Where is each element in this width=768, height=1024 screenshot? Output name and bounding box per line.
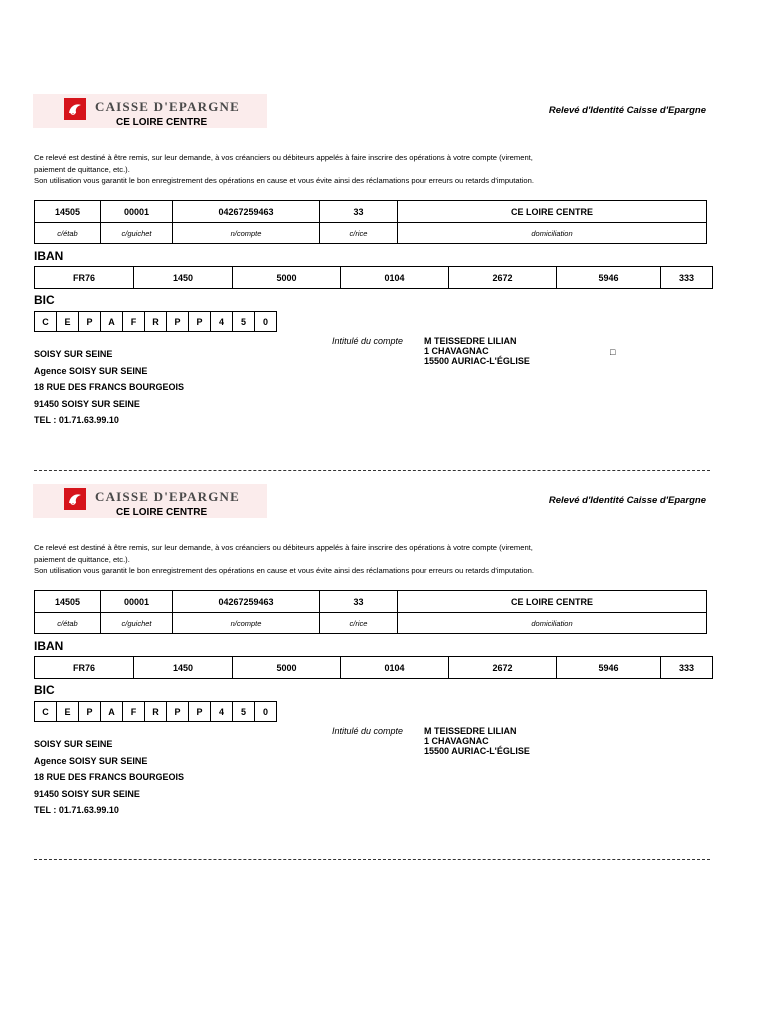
bic-char: P [189, 312, 211, 332]
bic-char: C [35, 702, 57, 722]
document-title: Relevé d'Identité Caisse d'Epargne [548, 495, 706, 506]
rib-slip-1 [0, 94, 768, 484]
agency-phone: TEL : 01.71.63.99.10 [34, 805, 119, 815]
cut-line [34, 470, 710, 471]
intro-line: Son utilisation vous garantit le bon enregistrement des opérations en cause et vous évite ainsi des réclamations pour erreurs ou retards d'imputation. [34, 176, 534, 185]
agency-line: 18 RUE DES FRANCS BOURGEOIS [34, 772, 185, 782]
branch-code: 00001 [101, 591, 173, 613]
iban-group: 1450 [134, 657, 233, 679]
agency-line: 18 RUE DES FRANCS BOURGEOIS [34, 382, 185, 392]
bic-char: P [79, 312, 101, 332]
holder-city: 15500 AURIAC-L'ÉGLISE [424, 356, 530, 366]
agency-line: Agence SOISY SUR SEINE [34, 755, 148, 766]
account-number: 04267259463 [173, 201, 320, 223]
bic-char: E [57, 702, 79, 722]
bic-char: A [101, 702, 123, 722]
iban-group: FR76 [35, 267, 134, 289]
bank-code: 14505 [35, 201, 101, 223]
iban-group: 0104 [341, 267, 449, 289]
iban-group: 2672 [449, 657, 557, 679]
intro-line: Ce relevé est destiné à être remis, sur leur demande, à vos créanciers ou débiteurs appelés à faire inscrire des opérations à votre compte (virement, [34, 153, 533, 162]
rib-key-label: c/rice [320, 223, 398, 244]
agency-address [34, 736, 184, 819]
account-number: 04267259463 [173, 591, 320, 613]
account-holder [424, 336, 530, 366]
bic-char: 0 [255, 312, 277, 332]
account-table [34, 200, 707, 244]
bic-char: C [35, 312, 57, 332]
account-number-label: n/compte [173, 613, 320, 634]
rib-key-label: c/rice [320, 613, 398, 634]
bank-code: 14505 [35, 591, 101, 613]
logo-text: CAISSE D'EPARGNE [95, 99, 241, 114]
account-holder [424, 726, 530, 756]
branch-code-label: c/guichet [101, 223, 173, 244]
iban-group: 1450 [134, 267, 233, 289]
holder-name: M TEISSEDRE LILIAN [424, 726, 517, 736]
intro-line: Ce relevé est destiné à être remis, sur leur demande, à vos créanciers ou débiteurs appelés à faire inscrire des opérations à votre compte (virement, [34, 543, 533, 552]
agency-line: SOISY SUR SEINE [34, 739, 113, 749]
iban-group: 5946 [557, 267, 661, 289]
bic-char: P [79, 702, 101, 722]
bank-code-label: c/étab [35, 613, 101, 634]
domiciliation-label: domiciliation [398, 613, 707, 634]
intro-line: paiement de quittance, etc.). [34, 164, 130, 174]
iban-group: 5946 [557, 657, 661, 679]
iban-heading: IBAN [34, 639, 64, 653]
iban-group: 333 [661, 657, 713, 679]
iban-group: 5000 [233, 267, 341, 289]
agency-line: SOISY SUR SEINE [34, 349, 113, 359]
document-title: Relevé d'Identité Caisse d'Epargne [548, 105, 706, 116]
rib-slip-2 [0, 484, 768, 874]
logo-text: CAISSE D'EPARGNE [95, 489, 241, 504]
bic-heading: BIC [34, 293, 55, 307]
bic-char: F [123, 312, 145, 332]
squirrel-logo-icon [64, 98, 86, 120]
bic-char: A [101, 312, 123, 332]
bic-char: R [145, 702, 167, 722]
intro-line: Son utilisation vous garantit le bon enregistrement des opérations en cause et vous évite ainsi des réclamations pour erreurs ou retards d'imputation. [34, 566, 534, 575]
domiciliation: CE LOIRE CENTRE [398, 591, 707, 613]
iban-table [34, 266, 713, 289]
bic-char: P [167, 702, 189, 722]
bic-heading: BIC [34, 683, 55, 697]
bic-char: 5 [233, 702, 255, 722]
agency-address [34, 346, 184, 429]
account-holder-label: Intitulé du compte [332, 336, 404, 346]
iban-group: 2672 [449, 267, 557, 289]
holder-address: 1 CHAVAGNAC [424, 346, 489, 356]
iban-group: 333 [661, 267, 713, 289]
branch-code: 00001 [101, 201, 173, 223]
cut-line [34, 859, 710, 860]
bic-table [34, 311, 277, 332]
squirrel-logo-icon [64, 488, 86, 510]
holder-name: M TEISSEDRE LILIAN [424, 336, 517, 346]
rib-key: 33 [320, 201, 398, 223]
bic-char: F [123, 702, 145, 722]
bic-char: 5 [233, 312, 255, 332]
bic-char: R [145, 312, 167, 332]
bank-code-label: c/étab [35, 223, 101, 244]
intro-text [34, 152, 674, 187]
iban-table [34, 656, 713, 679]
account-number-label: n/compte [173, 223, 320, 244]
domiciliation: CE LOIRE CENTRE [398, 201, 707, 223]
holder-city: 15500 AURIAC-L'ÉGLISE [424, 746, 530, 756]
iban-group: FR76 [35, 657, 134, 679]
bank-logo [33, 94, 267, 128]
bic-char: 4 [211, 312, 233, 332]
bic-char: 4 [211, 702, 233, 722]
agency-line: Agence SOISY SUR SEINE [34, 365, 148, 376]
agency-line: 91450 SOISY SUR SEINE [34, 788, 140, 799]
iban-group: 0104 [341, 657, 449, 679]
bic-char: E [57, 312, 79, 332]
bank-logo [33, 484, 267, 518]
iban-group: 5000 [233, 657, 341, 679]
account-table [34, 590, 707, 634]
iban-heading: IBAN [34, 249, 64, 263]
intro-text [34, 542, 674, 577]
bank-branch: CE LOIRE CENTRE [116, 117, 208, 128]
rib-key: 33 [320, 591, 398, 613]
bic-char: P [189, 702, 211, 722]
account-holder-label: Intitulé du compte [332, 726, 404, 736]
agency-phone: TEL : 01.71.63.99.10 [34, 415, 119, 425]
missing-glyph-box: □ [610, 347, 616, 357]
intro-line: paiement de quittance, etc.). [34, 554, 130, 564]
bic-char: 0 [255, 702, 277, 722]
domiciliation-label: domiciliation [398, 223, 707, 244]
agency-line: 91450 SOISY SUR SEINE [34, 398, 140, 409]
holder-address: 1 CHAVAGNAC [424, 736, 489, 746]
branch-code-label: c/guichet [101, 613, 173, 634]
bic-table [34, 701, 277, 722]
bank-branch: CE LOIRE CENTRE [116, 507, 208, 518]
bic-char: P [167, 312, 189, 332]
